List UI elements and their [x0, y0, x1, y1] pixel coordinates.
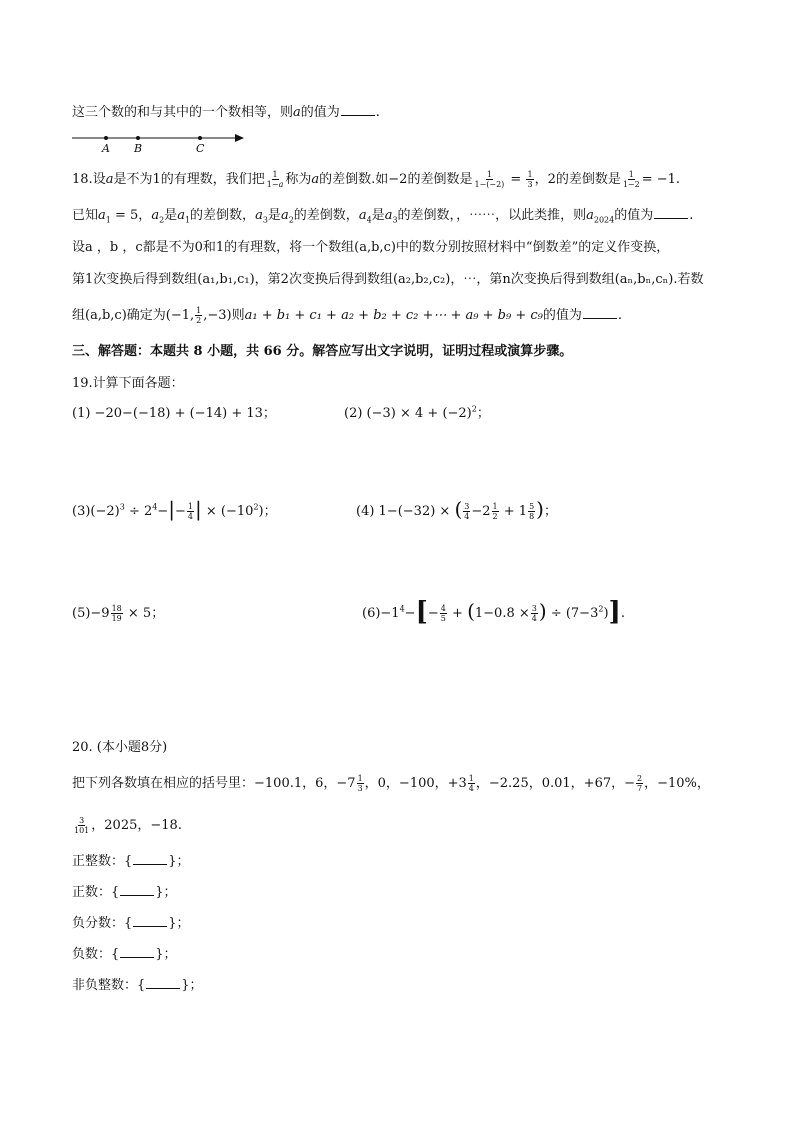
answer-blank[interactable]	[583, 306, 617, 319]
q18-line3: 设a ，b ，c都是不为0和1的有理数，将一个数组(a,b,c)中的数分别按照材料中“倒数差”的定义作变换，	[72, 240, 670, 255]
fraction: $\frac{1}{3}$	[527, 170, 533, 189]
point-c-dot	[198, 136, 202, 140]
answer-blank[interactable]	[654, 206, 688, 219]
fraction: $\frac{4}{5}$	[440, 604, 446, 623]
fraction: $\frac{3}{4}$	[464, 502, 470, 521]
point-c-label: C	[196, 142, 205, 155]
answer-blank[interactable]	[133, 914, 167, 927]
category-positive-integers: 正整数：{ }；	[72, 854, 190, 869]
q19-part1: (1) −20−(−18) + (−14) + 13；	[72, 406, 276, 421]
q19-part3: $(3)(-2)^3 \div 2^4-|-$ $\frac{1}{4}$ | × $(-10^2)$；	[72, 497, 277, 521]
answer-blank[interactable]	[146, 976, 180, 989]
fraction: $\frac{5}{8}$	[529, 502, 535, 521]
fraction: $\frac{18}{19}$	[111, 604, 122, 623]
q18-line1: 18.设a是不为1的有理数，我们把 $\frac{1}{1-a}$ 称为a的差倒数.如−2的差倒数是 $\frac{1}{1-(-2)}$ = $\frac{1}{3}$ ，2的差倒数是 $\frac{1}{1-2}$ = −1.	[72, 170, 681, 189]
answer-blank[interactable]	[133, 852, 167, 865]
q19-part6: $(6)-1^4-[-$ $\frac{4}{5}$ + (1−0.8 × $\frac{3}{4}$ ) ÷ $(7-3^2)$].	[362, 597, 625, 627]
fraction: $\frac{1}{2}$	[196, 306, 202, 325]
point-b-dot	[136, 136, 140, 140]
answer-blank[interactable]	[120, 945, 154, 958]
q20-line1: 把下列各数填在相应的括号里：−100.1，6，−7 $\frac{1}{3}$ ，0，−100，+3 $\frac{1}{4}$ ，−2.25，0.01，+67，− $\frac{2}{7}$ ，−10%，	[72, 774, 710, 793]
fraction: $\frac{1}{1-(-2)}$	[474, 170, 505, 189]
fraction: $\frac{3}{4}$	[531, 604, 537, 623]
fraction: $\frac{2}{7}$	[637, 774, 643, 793]
fraction: $\frac{3}{101}$	[74, 816, 90, 835]
fraction: $\frac{1}{1-2}$	[622, 170, 640, 189]
q18-line5: 组(a,b,c)确定为(−1, $\frac{1}{2}$ ,−3)则a₁ + b₁ + c₁ + a₂ + b₂ + c₂ +⋯ + a₉ + b₉ + c₉的值为 .	[72, 306, 623, 325]
answer-blank[interactable]	[341, 103, 375, 116]
q20-line2: $\frac{3}{101}$ ，2025，−18.	[74, 816, 182, 835]
category-negative-numbers: 负数：{ }；	[72, 947, 177, 962]
section-3-title: 三、解答题：本题共 8 小题，共 66 分。解答应写出文字说明，证明过程或演算步骤。	[72, 344, 573, 359]
answer-blank[interactable]	[120, 883, 154, 896]
q19-part4: (4) 1−(−32) × ( $\frac{3}{4}$ −2 $\frac{1}{2}$ + 1 $\frac{5}{8}$ )；	[356, 497, 557, 521]
fraction: $\frac{1}{1-a}$	[266, 170, 284, 189]
q19-title: 19.计算下面各题：	[72, 376, 184, 391]
point-a-label: A	[102, 142, 110, 155]
q20-title: 20. (本小题8分)	[72, 740, 168, 755]
category-non-negative-integers: 非负整数：{ }；	[72, 978, 203, 993]
q18-line4: 第1次变换后得到数组(a₁,b₁,c₁)，第2次变换后得到数组(a₂,b₂,c₂)，⋯，第n次变换后得到数组(aₙ,bₙ,cₙ).若数	[72, 272, 704, 287]
q17-tail: 这三个数的和与其中的一个数相等，则a的值为 .	[72, 105, 380, 120]
fraction: $\frac{1}{2}$	[492, 502, 498, 521]
q19-part5: (5)−9 $\frac{18}{19}$ × 5；	[72, 604, 165, 623]
q19-part2: (2) $(-3) \times 4 + (-2)^2$；	[344, 404, 490, 421]
category-negative-fractions: 负分数：{ }；	[72, 916, 190, 931]
number-line	[70, 128, 250, 156]
fraction: $\frac{1}{3}$	[357, 774, 363, 793]
q18-line2: 已知$a_1 = 5$，$a_2$是$a_1$的差倒数，$a_3$是$a_2$的差倒数，$a_4$是$a_3$的差倒数，，⋯⋯，以此类推，则$a_{2024}$的值为 .	[72, 208, 694, 225]
category-positive-numbers: 正数：{ }；	[72, 885, 177, 900]
fraction: $\frac{1}{4}$	[468, 774, 474, 793]
fraction: $\frac{1}{4}$	[187, 502, 194, 521]
point-b-label: B	[134, 142, 143, 155]
point-a-dot	[104, 136, 108, 140]
